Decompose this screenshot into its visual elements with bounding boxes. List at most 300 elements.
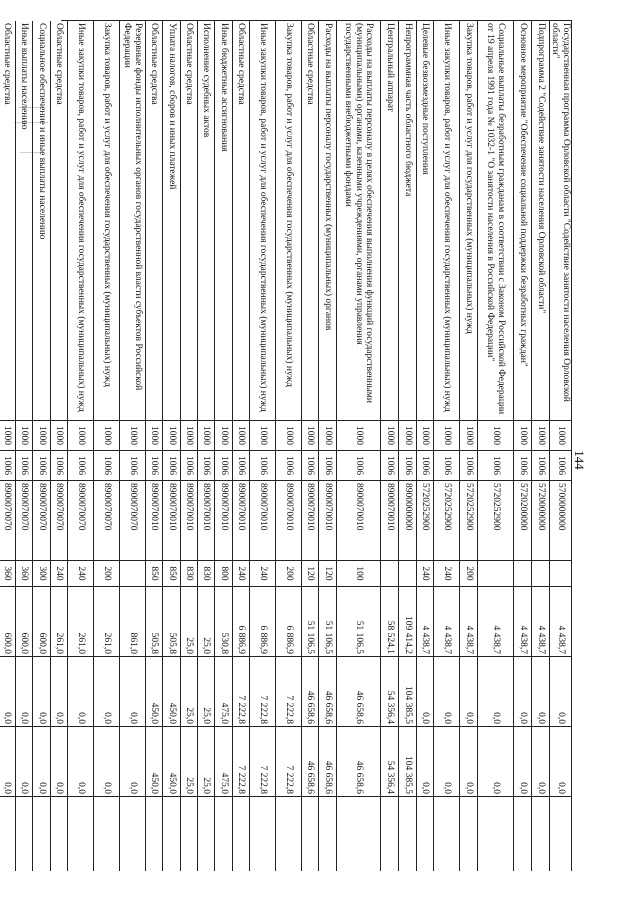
row-name <box>381 21 398 421</box>
row-section-code-text: 1000 <box>201 426 212 445</box>
row-amount-2 <box>381 657 398 727</box>
row-amount-3 <box>276 727 301 797</box>
row-amount-3-text: 104 385,5 <box>402 756 413 794</box>
table-row <box>0 21 15 871</box>
row-amount-1-text: 25,0 <box>201 637 212 654</box>
row-target-article <box>250 481 275 561</box>
row-amount-3-text: 7 222,8 <box>257 765 268 794</box>
row-subsection-code <box>233 451 249 481</box>
row-expense-type <box>68 561 93 587</box>
row-target-article <box>120 481 145 561</box>
row-name <box>16 21 32 421</box>
row-section-code-text: 1000 <box>322 426 333 445</box>
row-section-code-text: 1000 <box>517 426 528 445</box>
row-amount-1 <box>94 587 119 657</box>
row-amount-1 <box>276 587 301 657</box>
row-subsection-code-text: 1006 <box>36 456 47 475</box>
row-subsection-code-text: 1006 <box>353 456 364 475</box>
row-amount-2-text: 7 222,8 <box>257 695 268 724</box>
row-name-text: Закупка товаров, работ и услуг для обеспечения государственных (муниципальных) нужд <box>101 23 112 387</box>
row-amount-2-text: 0,0 <box>490 712 501 724</box>
row-name <box>276 21 301 421</box>
row-amount-2 <box>399 657 416 727</box>
row-subsection-code-text: 1006 <box>2 456 13 475</box>
row-amount-3 <box>550 727 571 797</box>
row-target-article <box>381 481 398 561</box>
row-amount-2 <box>146 657 162 727</box>
row-subsection-code <box>163 451 180 481</box>
row-subsection-code <box>417 451 433 481</box>
row-amount-1 <box>181 587 197 657</box>
row-section-code-text: 1000 <box>19 426 30 445</box>
row-subsection-code-text: 1006 <box>555 456 566 475</box>
row-target-article <box>460 481 477 561</box>
row-target-article-text: 8900070070 <box>19 483 30 531</box>
row-subsection-code <box>399 451 416 481</box>
row-section-code-text: 1000 <box>441 426 452 445</box>
table-row <box>477 21 513 871</box>
row-amount-3-text: 0,0 <box>555 782 566 794</box>
row-expense-type <box>514 561 531 587</box>
row-expense-type <box>399 561 416 587</box>
row-amount-1-text: 51 106,5 <box>305 620 316 654</box>
row-expense-type-text: 200 <box>101 566 112 581</box>
row-subsection-code <box>381 451 398 481</box>
row-amount-1-text: 600,0 <box>19 632 30 654</box>
row-section-code-text: 1000 <box>555 426 566 445</box>
row-section-code-text: 1000 <box>36 426 47 445</box>
row-target-article <box>33 481 50 561</box>
row-subsection-code <box>215 451 232 481</box>
row-target-article-text: 8900070010 <box>201 483 212 531</box>
row-amount-1 <box>215 587 232 657</box>
row-amount-2 <box>250 657 275 727</box>
row-subsection-code <box>16 451 32 481</box>
row-subsection-code-text: 1006 <box>441 456 452 475</box>
table-row <box>67 21 93 871</box>
row-amount-1-text: 4 438,7 <box>535 625 546 654</box>
row-name-text: Областные средства <box>54 23 65 105</box>
row-name <box>478 21 513 421</box>
row-amount-2 <box>0 657 15 727</box>
row-amount-1 <box>51 587 67 657</box>
row-name-text: Закупка товаров, работ и услуг для государственных (муниципальных) нужд <box>463 23 474 334</box>
table-row <box>232 21 249 871</box>
table-row <box>145 21 162 871</box>
row-amount-1 <box>319 587 336 657</box>
row-name-text: Областные средства <box>184 23 195 105</box>
row-target-article-text: 8900070070 <box>127 483 138 531</box>
row-section-code <box>460 421 477 451</box>
row-amount-2-text: 475,0 <box>218 702 229 724</box>
row-amount-2 <box>434 657 459 727</box>
row-subsection-code <box>146 451 162 481</box>
row-section-code-text: 1000 <box>184 426 195 445</box>
row-amount-1 <box>250 587 275 657</box>
row-target-article <box>434 481 459 561</box>
table-row <box>416 21 433 871</box>
row-amount-2 <box>478 657 513 727</box>
row-amount-1 <box>163 587 180 657</box>
row-section-code <box>417 421 433 451</box>
row-name <box>302 21 318 421</box>
row-amount-3-text: 0,0 <box>535 782 546 794</box>
row-amount-1 <box>460 587 477 657</box>
row-subsection-code-text: 1006 <box>257 456 268 475</box>
row-name-text: Непрограммная часть областного бюджета <box>402 23 413 197</box>
row-target-article <box>94 481 119 561</box>
row-amount-2 <box>302 657 318 727</box>
row-name-text: Основное мероприятие "Обеспечение социальной поддержки безработных граждан" <box>517 23 528 367</box>
row-target-article <box>302 481 318 561</box>
table-row <box>433 21 459 871</box>
row-target-article-text: 8900070010 <box>149 483 160 531</box>
table-row <box>197 21 214 871</box>
row-target-article <box>399 481 416 561</box>
row-amount-1-text: 261,0 <box>54 632 65 654</box>
row-name <box>514 21 531 421</box>
row-amount-2-text: 104 385,5 <box>402 686 413 724</box>
row-subsection-code-text: 1006 <box>149 456 160 475</box>
row-amount-3 <box>51 727 67 797</box>
row-amount-1-text: 4 438,7 <box>490 625 501 654</box>
row-expense-type <box>215 561 232 587</box>
row-amount-2-text: 46 658,6 <box>353 690 364 724</box>
row-amount-3-text: 0,0 <box>54 782 65 794</box>
row-section-code <box>215 421 232 451</box>
row-target-article-text: 8900070070 <box>75 483 86 531</box>
row-expense-type-text: 240 <box>257 566 268 581</box>
row-name <box>550 21 571 421</box>
row-amount-2-text: 0,0 <box>463 712 474 724</box>
row-name <box>198 21 214 421</box>
row-section-code <box>68 421 93 451</box>
row-target-article-text: 8900070010 <box>322 483 333 531</box>
row-name-text: Расходы на выплаты персоналу государственных (муниципальных) органов <box>322 23 333 331</box>
row-subsection-code-text: 1006 <box>322 456 333 475</box>
row-subsection-code <box>276 451 301 481</box>
row-name-text: Иные выплаты населению <box>19 23 30 130</box>
row-subsection-code-text: 1006 <box>535 456 546 475</box>
row-target-article-text: 8900070010 <box>384 483 395 531</box>
row-amount-1-text: 51 106,5 <box>353 620 364 654</box>
row-amount-3 <box>16 727 32 797</box>
row-expense-type <box>417 561 433 587</box>
row-expense-type <box>0 561 15 587</box>
row-amount-1-text: 6 886,9 <box>236 625 247 654</box>
row-amount-3-text: 0,0 <box>441 782 452 794</box>
row-section-code <box>146 421 162 451</box>
row-amount-3 <box>0 727 15 797</box>
row-subsection-code <box>478 451 513 481</box>
row-expense-type-text: 200 <box>463 566 474 581</box>
row-subsection-code-text: 1006 <box>184 456 195 475</box>
row-section-code <box>478 421 513 451</box>
table-row <box>249 21 275 871</box>
row-target-article-text: 8900070070 <box>36 483 47 531</box>
row-amount-3-text: 0,0 <box>75 782 86 794</box>
row-expense-type-text: 240 <box>75 566 86 581</box>
row-expense-type <box>181 561 197 587</box>
row-expense-type <box>233 561 249 587</box>
row-expense-type <box>146 561 162 587</box>
row-amount-1-text: 600,0 <box>36 632 47 654</box>
row-name <box>181 21 197 421</box>
row-amount-3 <box>478 727 513 797</box>
row-section-code-text: 1000 <box>535 426 546 445</box>
row-section-code <box>33 421 50 451</box>
row-amount-1 <box>68 587 93 657</box>
row-target-article-text: 8900070010 <box>184 483 195 531</box>
row-target-article-text: 5720200000 <box>517 483 528 531</box>
row-name-text: Резервные фонды исполнительных органов государственной власти субъектов Российской Федерации <box>122 23 143 391</box>
row-amount-3 <box>94 727 119 797</box>
row-target-article <box>319 481 336 561</box>
row-amount-2-text: 0,0 <box>75 712 86 724</box>
row-subsection-code <box>120 451 145 481</box>
row-subsection-code-text: 1006 <box>19 456 30 475</box>
row-name <box>215 21 232 421</box>
row-amount-3 <box>381 727 398 797</box>
row-amount-3-text: 25,0 <box>201 777 212 794</box>
table-row <box>301 21 318 871</box>
row-target-article <box>51 481 67 561</box>
row-amount-3 <box>337 727 380 797</box>
row-target-article-text: 8900070070 <box>2 483 13 531</box>
row-amount-1 <box>33 587 50 657</box>
row-subsection-code <box>51 451 67 481</box>
row-section-code-text: 1000 <box>54 426 65 445</box>
row-amount-2 <box>163 657 180 727</box>
row-section-code-text: 1000 <box>463 426 474 445</box>
row-amount-2-text: 450,0 <box>166 702 177 724</box>
row-target-article <box>215 481 232 561</box>
row-target-article-text: 8900070010 <box>283 483 294 531</box>
row-name-text: Исполнение судебных актов <box>201 23 212 138</box>
row-subsection-code <box>514 451 531 481</box>
row-amount-2-text: 0,0 <box>517 712 528 724</box>
row-amount-3-text: 450,0 <box>166 772 177 794</box>
row-subsection-code-text: 1006 <box>166 456 177 475</box>
row-name-text: Социальное обеспечение и иные выплаты населению <box>36 23 47 240</box>
row-subsection-code <box>302 451 318 481</box>
row-section-code-text: 1000 <box>402 426 413 445</box>
row-section-code <box>276 421 301 451</box>
row-target-article <box>276 481 301 561</box>
row-amount-1-text: 6 886,9 <box>257 625 268 654</box>
row-expense-type <box>532 561 549 587</box>
row-amount-1-text: 58 524,1 <box>384 620 395 654</box>
rotated-page-area <box>2 20 572 870</box>
row-expense-type-text: 830 <box>184 566 195 581</box>
row-expense-type-text: 240 <box>441 566 452 581</box>
row-target-article <box>198 481 214 561</box>
row-expense-type <box>276 561 301 587</box>
row-amount-2 <box>198 657 214 727</box>
row-amount-2-text: 0,0 <box>127 712 138 724</box>
row-subsection-code <box>337 451 380 481</box>
row-subsection-code <box>33 451 50 481</box>
row-target-article-text: 8900000000 <box>402 483 413 531</box>
row-expense-type-text: 240 <box>420 566 431 581</box>
row-amount-2 <box>233 657 249 727</box>
row-section-code <box>0 421 15 451</box>
table-row <box>318 21 336 871</box>
row-amount-2-text: 0,0 <box>420 712 431 724</box>
row-amount-1 <box>120 587 145 657</box>
row-amount-2 <box>94 657 119 727</box>
row-name-text: Иные закупки товаров, работ и услуг для обеспечения государственных (муниципальных) нужд <box>75 23 86 412</box>
row-amount-2-text: 25,0 <box>201 707 212 724</box>
row-expense-type-text: 830 <box>201 566 212 581</box>
row-amount-3 <box>215 727 232 797</box>
row-target-article-text: 5720252900 <box>441 483 452 531</box>
row-amount-1-text: 261,0 <box>101 632 112 654</box>
row-amount-2 <box>181 657 197 727</box>
row-amount-3 <box>233 727 249 797</box>
row-expense-type-text: 120 <box>322 566 333 581</box>
row-target-article-text: 8900070010 <box>236 483 247 531</box>
row-subsection-code <box>460 451 477 481</box>
table-row <box>15 21 32 871</box>
row-expense-type-text: 850 <box>166 566 177 581</box>
row-expense-type-text: 240 <box>54 566 65 581</box>
row-amount-3 <box>434 727 459 797</box>
row-expense-type <box>198 561 214 587</box>
row-amount-1-text: 25,0 <box>184 637 195 654</box>
row-expense-type <box>163 561 180 587</box>
row-name-text: Областные средства <box>305 23 316 105</box>
row-target-article <box>417 481 433 561</box>
row-amount-1 <box>146 587 162 657</box>
row-name <box>33 21 50 421</box>
row-amount-1-text: 861,0 <box>127 632 138 654</box>
row-subsection-code <box>532 451 549 481</box>
row-amount-3-text: 0,0 <box>2 782 13 794</box>
row-amount-2-text: 46 658,6 <box>322 690 333 724</box>
row-amount-2 <box>120 657 145 727</box>
row-section-code <box>181 421 197 451</box>
row-name <box>0 21 15 421</box>
row-subsection-code-text: 1006 <box>490 456 501 475</box>
row-name <box>460 21 477 421</box>
row-amount-3-text: 0,0 <box>490 782 501 794</box>
row-amount-3 <box>198 727 214 797</box>
row-amount-1-text: 261,0 <box>75 632 86 654</box>
row-amount-1 <box>302 587 318 657</box>
row-amount-3 <box>68 727 93 797</box>
row-amount-3-text: 450,0 <box>149 772 160 794</box>
row-amount-3-text: 0,0 <box>36 782 47 794</box>
row-amount-2 <box>51 657 67 727</box>
row-amount-1 <box>434 587 459 657</box>
row-name-text: Иные закупки товаров, работ и услуг для обеспечения государственных (муниципальных) нужд <box>441 23 452 412</box>
row-subsection-code-text: 1006 <box>283 456 294 475</box>
row-amount-2-text: 450,0 <box>149 702 160 724</box>
row-amount-2 <box>68 657 93 727</box>
row-section-code <box>381 421 398 451</box>
row-section-code-text: 1000 <box>218 426 229 445</box>
row-target-article-text: 8900070010 <box>257 483 268 531</box>
row-target-article-text: 8900070010 <box>218 483 229 531</box>
row-target-article-text: 5720252900 <box>490 483 501 531</box>
row-amount-1 <box>417 587 433 657</box>
row-expense-type-text: 300 <box>36 566 47 581</box>
row-expense-type <box>319 561 336 587</box>
row-amount-2 <box>319 657 336 727</box>
row-section-code <box>319 421 336 451</box>
row-name-text: Областные средства <box>149 23 160 105</box>
row-target-article <box>16 481 32 561</box>
row-name-text: Закупка товаров, работ и услуг для обеспечения государственных (муниципальных) нужд <box>283 23 294 387</box>
row-section-code-text: 1000 <box>283 426 294 445</box>
row-name-text: Иные бюджетные ассигнования <box>218 23 229 152</box>
row-amount-1-text: 505,8 <box>149 632 160 654</box>
row-amount-2-text: 0,0 <box>555 712 566 724</box>
row-name-text: Социальные выплаты безработным гражданам в соответствии с Законом Российской Федерации от 19 апреля 1991 года № 1032-1 "О занятости населения в Российской Федерации" <box>485 23 506 415</box>
row-amount-2-text: 0,0 <box>36 712 47 724</box>
row-amount-3 <box>302 727 318 797</box>
row-target-article-text: 8900070010 <box>353 483 364 531</box>
row-amount-2 <box>550 657 571 727</box>
row-amount-3 <box>120 727 145 797</box>
row-amount-3-text: 46 658,6 <box>305 760 316 794</box>
row-name-text: Подпрограмма 2 "Содействие занятости населения Орловской области" <box>535 23 546 314</box>
row-amount-1 <box>550 587 571 657</box>
row-amount-3 <box>163 727 180 797</box>
row-amount-3-text: 7 222,8 <box>236 765 247 794</box>
row-amount-3 <box>146 727 162 797</box>
row-target-article-text: 5720252900 <box>463 483 474 531</box>
row-amount-1 <box>514 587 531 657</box>
row-expense-type <box>94 561 119 587</box>
row-expense-type <box>120 561 145 587</box>
row-section-code-text: 1000 <box>149 426 160 445</box>
row-amount-1 <box>16 587 32 657</box>
row-section-code <box>198 421 214 451</box>
row-amount-3 <box>319 727 336 797</box>
row-section-code-text: 1000 <box>490 426 501 445</box>
row-amount-2 <box>337 657 380 727</box>
table-row <box>398 21 416 871</box>
row-section-code-text: 1000 <box>257 426 268 445</box>
row-target-article <box>337 481 380 561</box>
row-section-code-text: 1000 <box>101 426 112 445</box>
row-name-text: Уплата налогов, сборов и иных платежей <box>166 23 177 190</box>
budget-table <box>2 20 572 871</box>
row-name-text: Целевые безвозмездные поступления <box>420 23 431 175</box>
row-subsection-code-text: 1006 <box>384 456 395 475</box>
row-target-article-text: 8900070070 <box>101 483 112 531</box>
row-section-code <box>120 421 145 451</box>
row-subsection-code-text: 1006 <box>236 456 247 475</box>
row-subsection-code-text: 1006 <box>54 456 65 475</box>
row-section-code <box>94 421 119 451</box>
row-target-article <box>181 481 197 561</box>
row-name <box>250 21 275 421</box>
row-subsection-code <box>68 451 93 481</box>
row-section-code <box>550 421 571 451</box>
row-name <box>434 21 459 421</box>
row-name <box>532 21 549 421</box>
row-target-article-text: 8900070070 <box>54 483 65 531</box>
row-section-code-text: 1000 <box>305 426 316 445</box>
row-amount-2-text: 0,0 <box>101 712 112 724</box>
row-amount-1-text: 4 438,7 <box>420 625 431 654</box>
row-name <box>399 21 416 421</box>
row-subsection-code-text: 1006 <box>420 456 431 475</box>
table-row <box>119 21 145 871</box>
